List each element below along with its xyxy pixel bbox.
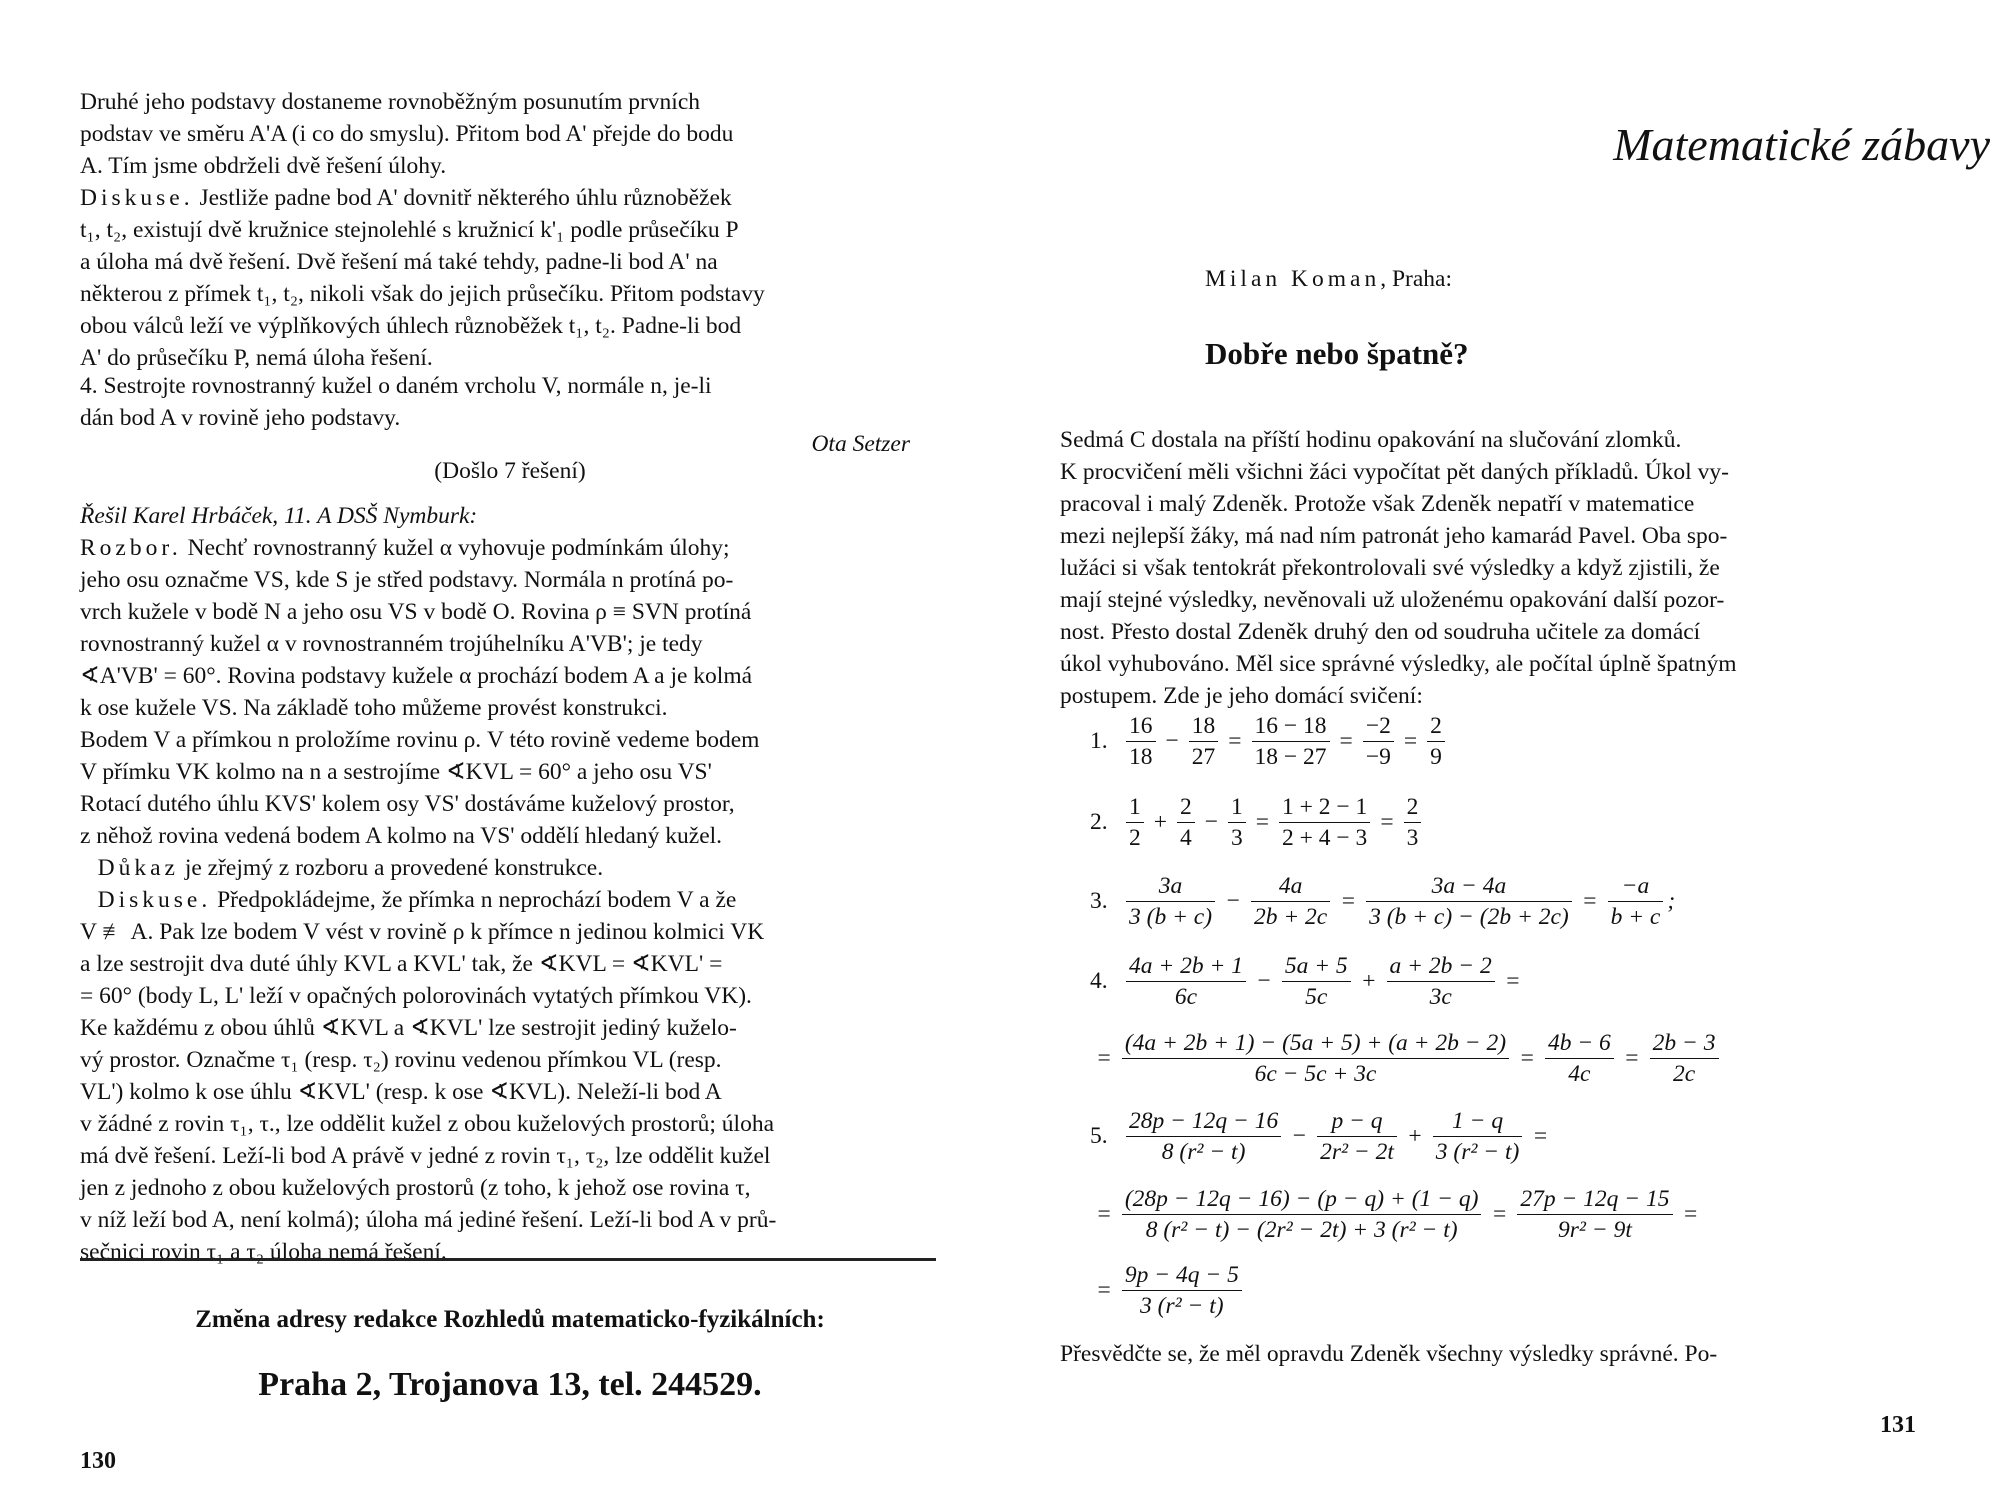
text-line: 4. Sestrojte rovnostranný kužel o daném vrcholu V, normále n, je-li	[80, 373, 712, 399]
fraction	[1545, 1028, 1614, 1089]
denominator: 2 + 4 − 3	[1282, 824, 1368, 851]
fraction	[1252, 711, 1330, 772]
address: Praha 2, Trojanova 13, tel. 244529.	[258, 1366, 762, 1403]
equation-number: 1.	[1090, 727, 1108, 754]
diskuse-label: Diskuse.	[97, 887, 212, 913]
section-title: Matematické zábavy	[1613, 119, 1990, 170]
numerator: −a	[1608, 871, 1664, 902]
fraction	[1177, 792, 1195, 853]
article-title: Dobře nebo špatně?	[1205, 336, 1469, 371]
intro-paragraph	[1060, 424, 1920, 712]
solutions-count: (Došlo 7 řešení)	[434, 458, 586, 484]
text-line: sečnici rovin τ₁ a τ₂ úloha nemá řešení.	[80, 1239, 447, 1265]
text-line	[80, 532, 940, 564]
denominator: 9	[1430, 743, 1442, 770]
text-line: A. Tím jsme obdrželi dvě řešení úlohy.	[80, 153, 447, 179]
fraction	[1608, 871, 1664, 932]
denominator: 8 (r² − t)	[1161, 1138, 1246, 1165]
text-line: jen z jednoho z obou kuželových prostorů (z toho, k jehož ose rovina τ,	[80, 1175, 751, 1201]
numerator: 16 − 18	[1252, 711, 1330, 742]
problem-4	[80, 370, 940, 434]
fraction	[1126, 711, 1156, 772]
fraction	[1317, 1106, 1397, 1167]
numerator: 27p − 12q − 15	[1517, 1184, 1672, 1215]
closing-paragraph: Přesvědčte se, že měl opravdu Zdeněk všechny výsledky správné. Po-	[1060, 1341, 1718, 1367]
text-span: je zřejmý z rozboru a provedené konstrukce.	[178, 855, 604, 881]
rozbor-label: Rozbor.	[80, 535, 182, 561]
fraction	[1122, 1184, 1482, 1245]
denominator: 18	[1129, 743, 1153, 770]
text-line: k ose kužele VS. Na základě toho můžeme provést konstrukci.	[80, 695, 668, 721]
fraction	[1650, 1028, 1719, 1089]
numerator: 1 − q	[1433, 1106, 1523, 1137]
denominator: 3	[1406, 824, 1419, 851]
denominator: 4c	[1568, 1060, 1591, 1087]
equation-5-continued: = $\frac{(28p - 12q - 16) - (p - q) + (1 - q)}{\text{8 (r² − t) − (2r² − 2t) + 3 (r² − t)}}$ = $\frac{27p - 12q - 15}{\text{9r² − 9t}}$ =	[1096, 1185, 1699, 1243]
solver: Řešil Karel Hrbáček, 11. A DSŠ Nymburk:	[80, 503, 478, 529]
text-line: Druhé jeho podstavy dostaneme rovnoběžným posunutím prvních	[80, 89, 701, 115]
denominator: 2	[1129, 824, 1141, 851]
text-line: některou z přímek t₁, t₂, nikoli však do jejich průsečíku. Přitom podstavy	[80, 281, 765, 307]
fraction	[1251, 871, 1330, 932]
text-span: Nechť rovnostranný kužel α vyhovuje podmínkám úlohy;	[181, 535, 730, 561]
denominator: −9	[1365, 743, 1391, 770]
equation-5-result: = $\frac{9p - 4q - 5}{\text{3 (r² − t)}}$	[1090, 1254, 1246, 1326]
numerator: 4b − 6	[1545, 1028, 1614, 1059]
numerator: a + 2b − 2	[1387, 951, 1495, 982]
fraction	[1366, 871, 1572, 932]
denominator: 27	[1191, 743, 1216, 770]
denominator: b + c	[1610, 903, 1661, 930]
equation-tail: ;	[1667, 887, 1676, 914]
fraction	[1122, 1028, 1509, 1089]
denominator: 3 (r² − t)	[1140, 1292, 1224, 1319]
denominator: 3 (b + c) − (2b + 2c)	[1369, 903, 1569, 930]
author-name: Milan Koman	[1205, 266, 1381, 292]
left-page	[80, 0, 940, 1501]
fraction	[1126, 951, 1246, 1012]
right-page	[1060, 0, 1990, 1501]
text-span: Jestliže padne bod A' dovnitř některého úhlu různoběžek	[193, 185, 732, 211]
text-line: Bodem V a přímkou n proložíme rovinu ρ. V této rovině vedeme bodem	[80, 727, 760, 753]
fraction	[1279, 792, 1370, 853]
text-line	[80, 182, 940, 214]
text-line: obou válců leží ve výplňkových úhlech různoběžek t₁, t₂. Padne-li bod	[80, 313, 742, 339]
denominator: 3	[1231, 824, 1243, 851]
text-line: vý prostor. Označme τ₁ (resp. τ₂) rovinu vedenou přímkou VL (resp.	[80, 1047, 722, 1073]
numerator: 1	[1228, 792, 1246, 823]
numerator: p − q	[1317, 1106, 1397, 1137]
text-line: podstav ve směru A'A (i co do smyslu). Přitom bod A' přejde do bodu	[80, 121, 734, 147]
text-line: pracoval i malý Zdeněk. Protože však Zdeněk nepatří v matematice	[1060, 491, 1695, 517]
denominator: 2b + 2c	[1253, 903, 1328, 930]
dukaz-label: Důkaz	[97, 855, 179, 881]
fraction	[1427, 711, 1445, 772]
paragraph-diskuse	[80, 182, 940, 374]
numerator: 9p − 4q − 5	[1122, 1260, 1242, 1291]
problem-author: Ota Setzer	[811, 431, 910, 457]
page-number-left: 130	[80, 1448, 116, 1474]
text-line: A' do průsečíku P, nemá úloha řešení.	[80, 345, 433, 371]
text-line: nost. Přesto dostal Zdeněk druhý den od soudruha učitele za domácí	[1060, 619, 1701, 645]
text-line: rovnostranný kužel α v rovnostranném trojúhelníku A'VB'; je tedy	[80, 631, 703, 657]
denominator: 6c − 5c + 3c	[1254, 1060, 1377, 1087]
denominator: 18 − 27	[1254, 743, 1327, 770]
numerator: 4a + 2b + 1	[1126, 951, 1246, 982]
text-line: dán bod A v rovině jeho podstavy.	[80, 405, 401, 431]
denominator: 3 (b + c)	[1129, 903, 1213, 930]
numerator: −2	[1363, 711, 1394, 742]
denominator: 9r² − 9t	[1558, 1216, 1632, 1243]
text-line: Ke každému z obou úhlů ∢KVL a ∢KVL' lze sestrojit jediný kuželo-	[80, 1015, 737, 1041]
numerator: 5a + 5	[1282, 951, 1351, 982]
fraction	[1282, 951, 1351, 1012]
text-line: a lze sestrojit dva duté úhly KVL a KVL' tak, že ∢KVL = ∢KVL' =	[80, 951, 723, 977]
equation-2: 2. $\frac{1}{2}$ + $\frac{2}{4}$ − $\frac{1}{3}$ = $\frac{1 + 2 - 1}{2 + 4 - 3}$ = $\frac{2}{3}$	[1090, 786, 1425, 858]
fraction	[1433, 1106, 1523, 1167]
text-line: V ≢ A. Pak lze bodem V vést v rovině ρ k přímce n jedinou kolmici VK	[80, 919, 765, 945]
text-line: ∢A'VB' = 60°. Rovina podstavy kužele α prochází bodem A a je kolmá	[80, 663, 753, 689]
equation-4: 4. $\frac{4a + 2b + 1}{6c}$ − $\frac{5a + 5}{5c}$ + $\frac{a + 2b - 2}{3c}$ =	[1090, 952, 1521, 1010]
numerator: 4a	[1251, 871, 1330, 902]
numerator: 28p − 12q − 16	[1126, 1106, 1281, 1137]
address-change-notice: Změna adresy redakce Rozhledů matematicko-fyzikálních:	[195, 1306, 825, 1333]
text-span: Předpokládejme, že přímka n neprochází bodem V a že	[211, 887, 737, 913]
text-line: jeho osu označme VS, kde S je střed podstavy. Normála n protíná po-	[80, 567, 734, 593]
numerator: (28p − 12q − 16) − (p − q) + (1 − q)	[1122, 1184, 1482, 1215]
text-line	[80, 852, 940, 884]
equation-3: 3. $\frac{3a}{3 (b + c)}$ − $\frac{4a}{2b + 2c}$ = $\frac{3a - 4a}{3 (b + c) - (2b + 2c)}$ = $\frac{-a}{b + c}$ ;	[1090, 872, 1676, 930]
text-line: V přímku VK kolmo na n a sestrojíme ∢KVL = 60° a jeho osu VS'	[80, 759, 712, 785]
text-line: má dvě řešení. Leží-li bod A právě v jedné z rovin τ₁, τ₂, lze oddělit kužel	[80, 1143, 771, 1169]
denominator: 2c	[1672, 1060, 1696, 1087]
equation-1: 1. $\frac{16}{18}$ − $\frac{18}{27}$ = $\frac{16 - 18}{18 - 27}$ = $\frac{-2}{-9}$ = $\frac{2}{9}$	[1090, 705, 1449, 777]
fraction	[1363, 711, 1394, 772]
numerator: 1 + 2 − 1	[1279, 792, 1370, 823]
text-line: postupem. Zde je jeho domácí svičení:	[1060, 683, 1423, 709]
article-author	[1205, 266, 1452, 293]
numerator: 2	[1404, 792, 1422, 823]
fraction	[1126, 871, 1215, 932]
numerator: 2	[1177, 792, 1195, 823]
fraction	[1126, 1106, 1281, 1167]
text-line: mají stejné výsledky, nevěnovali už uloženému opakování další pozor-	[1060, 587, 1725, 613]
fraction	[1387, 951, 1495, 1012]
equation-number: 3.	[1090, 887, 1108, 914]
equation-5: 5. $\frac{28p - 12q - 16}{\text{8 (r² − t)}}$ − $\frac{p - q}{\text{2r² − 2t}}$ + $\frac{1 - q}{\text{3 (r² − t)}}$ =	[1090, 1107, 1549, 1165]
text-line: K procvičení měli všichni žáci vypočítat pět daných příkladů. Úkol vy-	[1060, 459, 1729, 485]
fraction	[1122, 1260, 1242, 1321]
equation-number: 5.	[1090, 1122, 1108, 1149]
text-line	[80, 884, 940, 916]
text-line: t₁, t₂, existují dvě kružnice stejnolehlé s kružnicí k'₁ podle průsečíku P	[80, 217, 739, 243]
text-line: z něhož rovina vedená bodem A kolmo na VS' oddělí hledaný kužel.	[80, 823, 723, 849]
text-line: úkol vyhubováno. Měl sice správné výsledky, ale počítal úplně špatným	[1060, 651, 1737, 677]
fraction	[1404, 792, 1422, 853]
denominator: 5c	[1305, 983, 1328, 1010]
fraction	[1228, 792, 1246, 853]
numerator: 3a − 4a	[1366, 871, 1572, 902]
equation-4-continued: = $\frac{(4a + 2b + 1) - (5a + 5) + (a + 2b - 2)}{6c - 5c + 3c}$ = $\frac{4b - 6}{4c}$ = $\frac{2b - 3}{2c}$	[1090, 1022, 1723, 1094]
paragraph-diskuse-2	[80, 884, 940, 1268]
diskuse-label: Diskuse.	[80, 185, 194, 211]
text-line: Sedmá C dostala na příští hodinu opakování na slučování zlomků.	[1060, 427, 1682, 453]
numerator: 1	[1126, 792, 1144, 823]
fraction	[1126, 792, 1144, 853]
denominator: 6c	[1174, 983, 1198, 1010]
text-line: vrch kužele v bodě N a jeho osu VS v bodě O. Rovina ρ ≡ SVN protíná	[80, 599, 752, 625]
text-line: v žádné z rovin τ₁, τ., lze oddělit kužel z obou kuželových prostorů; úloha	[80, 1111, 775, 1137]
numerator: 2	[1427, 711, 1445, 742]
denominator: 2r² − 2t	[1320, 1138, 1394, 1165]
text-line: v níž leží bod A, není kolmá); úloha má jediné řešení. Leží-li bod A v prů-	[80, 1207, 777, 1233]
text-line: a úloha má dvě řešení. Dvě řešení má také tehdy, padne-li bod A' na	[80, 249, 718, 275]
text-line: lužáci si však tentokrát překontrolovali své výsledky a když zjistili, že	[1060, 555, 1720, 581]
paragraph-dukaz	[80, 852, 940, 884]
paragraph-1	[80, 86, 940, 182]
text-line: mezi nejlepší žáky, má nad ním patronát jeho kamarád Pavel. Oba spo-	[1060, 523, 1728, 549]
page-number-right: 131	[1880, 1412, 1916, 1438]
fraction	[1517, 1184, 1672, 1245]
numerator: 18	[1189, 711, 1219, 742]
text-line: VL') kolmo k ose úhlu ∢KVL' (resp. k ose ∢KVL). Neleží-li bod A	[80, 1079, 722, 1105]
equation-number: 4.	[1090, 967, 1108, 994]
fraction	[1189, 711, 1219, 772]
text-line: Rotací dutého úhlu KVS' kolem osy VS' dostáváme kuželový prostor,	[80, 791, 735, 817]
numerator: 3a	[1126, 871, 1215, 902]
denominator: 4	[1180, 824, 1192, 851]
denominator: 3c	[1429, 983, 1452, 1010]
paragraph-rozbor	[80, 532, 940, 852]
horizontal-rule	[80, 1258, 936, 1261]
author-city: , Praha:	[1380, 266, 1452, 292]
denominator: 3 (r² − t)	[1435, 1138, 1520, 1165]
numerator: (4a + 2b + 1) − (5a + 5) + (a + 2b − 2)	[1122, 1028, 1509, 1059]
denominator: 8 (r² − t) − (2r² − 2t) + 3 (r² − t)	[1145, 1216, 1458, 1243]
numerator: 16	[1126, 711, 1156, 742]
text-line: = 60° (body L, L' leží v opačných polorovinách vytatých přímkou VK).	[80, 983, 752, 1009]
equation-number: 2.	[1090, 808, 1108, 835]
numerator: 2b − 3	[1650, 1028, 1719, 1059]
